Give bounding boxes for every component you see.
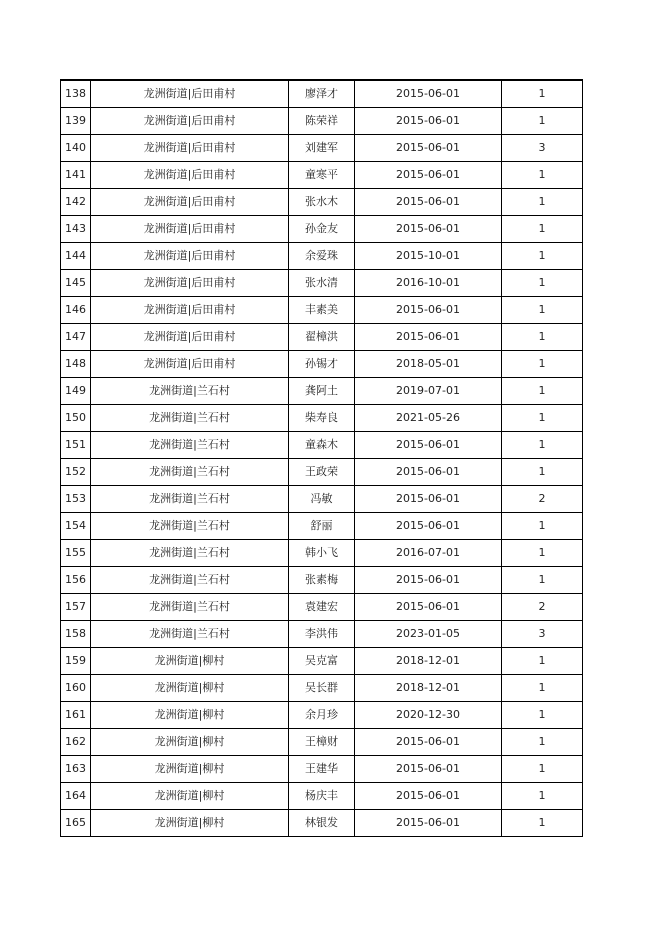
- address-cell: 龙洲街道|兰石村: [91, 621, 289, 647]
- date-cell: 2015-10-01: [355, 243, 502, 269]
- name-cell: 余月珍: [289, 702, 355, 728]
- address-cell: 龙洲街道|柳村: [91, 810, 289, 836]
- table-row: [61, 756, 583, 783]
- date-cell: 2018-12-01: [355, 675, 502, 701]
- name-cell: 林银发: [289, 810, 355, 836]
- date-cell: 2016-10-01: [355, 270, 502, 296]
- count-cell: 1: [502, 270, 583, 296]
- count-cell: 1: [502, 324, 583, 350]
- table-row: [61, 567, 583, 594]
- row-number-cell: 154: [61, 513, 91, 539]
- table-row: [61, 216, 583, 243]
- address-cell: 龙洲街道|柳村: [91, 702, 289, 728]
- name-cell: 陈荣祥: [289, 108, 355, 134]
- count-cell: 1: [502, 729, 583, 755]
- address-cell: 龙洲街道|兰石村: [91, 405, 289, 431]
- row-number-cell: 147: [61, 324, 91, 350]
- count-cell: 2: [502, 594, 583, 620]
- name-cell: 廖泽才: [289, 81, 355, 107]
- date-cell: 2015-06-01: [355, 567, 502, 593]
- table-row: [61, 243, 583, 270]
- row-number-cell: 140: [61, 135, 91, 161]
- table-row: [61, 270, 583, 297]
- address-cell: 龙洲街道|兰石村: [91, 594, 289, 620]
- count-cell: 1: [502, 351, 583, 377]
- count-cell: 1: [502, 189, 583, 215]
- count-cell: 1: [502, 378, 583, 404]
- row-number-cell: 139: [61, 108, 91, 134]
- date-cell: 2015-06-01: [355, 513, 502, 539]
- address-cell: 龙洲街道|后田甫村: [91, 162, 289, 188]
- date-cell: 2015-06-01: [355, 162, 502, 188]
- count-cell: 1: [502, 405, 583, 431]
- table-row: [61, 81, 583, 108]
- table-row: [61, 729, 583, 756]
- table-row: [61, 459, 583, 486]
- row-number-cell: 158: [61, 621, 91, 647]
- row-number-cell: 145: [61, 270, 91, 296]
- name-cell: 王政荣: [289, 459, 355, 485]
- name-cell: 杨庆丰: [289, 783, 355, 809]
- name-cell: 翟樟洪: [289, 324, 355, 350]
- name-cell: 童寒平: [289, 162, 355, 188]
- row-number-cell: 165: [61, 810, 91, 836]
- date-cell: 2015-06-01: [355, 108, 502, 134]
- row-number-cell: 156: [61, 567, 91, 593]
- data-table: [60, 79, 583, 837]
- date-cell: 2020-12-30: [355, 702, 502, 728]
- address-cell: 龙洲街道|柳村: [91, 756, 289, 782]
- address-cell: 龙洲街道|柳村: [91, 648, 289, 674]
- table-row: [61, 783, 583, 810]
- count-cell: 3: [502, 621, 583, 647]
- name-cell: 韩小飞: [289, 540, 355, 566]
- count-cell: 1: [502, 513, 583, 539]
- row-number-cell: 160: [61, 675, 91, 701]
- address-cell: 龙洲街道|兰石村: [91, 432, 289, 458]
- table-row: [61, 621, 583, 648]
- count-cell: 1: [502, 81, 583, 107]
- count-cell: 3: [502, 135, 583, 161]
- address-cell: 龙洲街道|柳村: [91, 729, 289, 755]
- count-cell: 1: [502, 243, 583, 269]
- row-number-cell: 148: [61, 351, 91, 377]
- row-number-cell: 142: [61, 189, 91, 215]
- row-number-cell: 159: [61, 648, 91, 674]
- table-row: [61, 540, 583, 567]
- table-row: [61, 513, 583, 540]
- date-cell: 2015-06-01: [355, 324, 502, 350]
- date-cell: 2015-06-01: [355, 783, 502, 809]
- date-cell: 2015-06-01: [355, 432, 502, 458]
- date-cell: 2018-12-01: [355, 648, 502, 674]
- table-row: [61, 162, 583, 189]
- row-number-cell: 144: [61, 243, 91, 269]
- count-cell: 1: [502, 297, 583, 323]
- name-cell: 吴克富: [289, 648, 355, 674]
- address-cell: 龙洲街道|兰石村: [91, 378, 289, 404]
- table-row: [61, 351, 583, 378]
- row-number-cell: 157: [61, 594, 91, 620]
- address-cell: 龙洲街道|后田甫村: [91, 270, 289, 296]
- name-cell: 舒丽: [289, 513, 355, 539]
- date-cell: 2015-06-01: [355, 297, 502, 323]
- date-cell: 2015-06-01: [355, 189, 502, 215]
- address-cell: 龙洲街道|柳村: [91, 675, 289, 701]
- address-cell: 龙洲街道|柳村: [91, 783, 289, 809]
- address-cell: 龙洲街道|后田甫村: [91, 351, 289, 377]
- name-cell: 袁建宏: [289, 594, 355, 620]
- date-cell: 2019-07-01: [355, 378, 502, 404]
- table-row: [61, 135, 583, 162]
- table-row: [61, 405, 583, 432]
- row-number-cell: 151: [61, 432, 91, 458]
- row-number-cell: 155: [61, 540, 91, 566]
- address-cell: 龙洲街道|后田甫村: [91, 216, 289, 242]
- count-cell: 1: [502, 540, 583, 566]
- name-cell: 刘建军: [289, 135, 355, 161]
- address-cell: 龙洲街道|兰石村: [91, 513, 289, 539]
- name-cell: 张素梅: [289, 567, 355, 593]
- count-cell: 1: [502, 216, 583, 242]
- count-cell: 2: [502, 486, 583, 512]
- table-row: [61, 675, 583, 702]
- date-cell: 2016-07-01: [355, 540, 502, 566]
- row-number-cell: 143: [61, 216, 91, 242]
- count-cell: 1: [502, 567, 583, 593]
- date-cell: 2021-05-26: [355, 405, 502, 431]
- count-cell: 1: [502, 783, 583, 809]
- count-cell: 1: [502, 162, 583, 188]
- row-number-cell: 150: [61, 405, 91, 431]
- row-number-cell: 162: [61, 729, 91, 755]
- table-row: [61, 324, 583, 351]
- row-number-cell: 153: [61, 486, 91, 512]
- count-cell: 1: [502, 702, 583, 728]
- address-cell: 龙洲街道|后田甫村: [91, 135, 289, 161]
- name-cell: 张水木: [289, 189, 355, 215]
- row-number-cell: 152: [61, 459, 91, 485]
- table-row: [61, 378, 583, 405]
- date-cell: 2015-06-01: [355, 810, 502, 836]
- name-cell: 余爱珠: [289, 243, 355, 269]
- name-cell: 丰素美: [289, 297, 355, 323]
- table-row: [61, 810, 583, 837]
- name-cell: 吴长群: [289, 675, 355, 701]
- address-cell: 龙洲街道|兰石村: [91, 540, 289, 566]
- table-row: [61, 648, 583, 675]
- name-cell: 李洪伟: [289, 621, 355, 647]
- table-row: [61, 594, 583, 621]
- table-row: [61, 432, 583, 459]
- name-cell: 孙金友: [289, 216, 355, 242]
- name-cell: 冯敏: [289, 486, 355, 512]
- date-cell: 2015-06-01: [355, 216, 502, 242]
- table-row: [61, 108, 583, 135]
- date-cell: 2015-06-01: [355, 756, 502, 782]
- date-cell: 2015-06-01: [355, 486, 502, 512]
- row-number-cell: 163: [61, 756, 91, 782]
- row-number-cell: 138: [61, 81, 91, 107]
- table-row: [61, 486, 583, 513]
- name-cell: 王建华: [289, 756, 355, 782]
- row-number-cell: 161: [61, 702, 91, 728]
- address-cell: 龙洲街道|后田甫村: [91, 108, 289, 134]
- table-row: [61, 189, 583, 216]
- count-cell: 1: [502, 756, 583, 782]
- address-cell: 龙洲街道|后田甫村: [91, 243, 289, 269]
- date-cell: 2015-06-01: [355, 81, 502, 107]
- date-cell: 2015-06-01: [355, 594, 502, 620]
- count-cell: 1: [502, 432, 583, 458]
- date-cell: 2023-01-05: [355, 621, 502, 647]
- count-cell: 1: [502, 108, 583, 134]
- row-number-cell: 141: [61, 162, 91, 188]
- date-cell: 2015-06-01: [355, 135, 502, 161]
- address-cell: 龙洲街道|后田甫村: [91, 297, 289, 323]
- name-cell: 孙锡才: [289, 351, 355, 377]
- date-cell: 2015-06-01: [355, 459, 502, 485]
- count-cell: 1: [502, 675, 583, 701]
- row-number-cell: 146: [61, 297, 91, 323]
- table-row: [61, 297, 583, 324]
- row-number-cell: 149: [61, 378, 91, 404]
- address-cell: 龙洲街道|兰石村: [91, 567, 289, 593]
- address-cell: 龙洲街道|兰石村: [91, 459, 289, 485]
- name-cell: 龚阿土: [289, 378, 355, 404]
- address-cell: 龙洲街道|后田甫村: [91, 81, 289, 107]
- date-cell: 2018-05-01: [355, 351, 502, 377]
- name-cell: 张水清: [289, 270, 355, 296]
- count-cell: 1: [502, 810, 583, 836]
- address-cell: 龙洲街道|后田甫村: [91, 324, 289, 350]
- name-cell: 童森木: [289, 432, 355, 458]
- name-cell: 王樟财: [289, 729, 355, 755]
- row-number-cell: 164: [61, 783, 91, 809]
- name-cell: 柴寿良: [289, 405, 355, 431]
- address-cell: 龙洲街道|兰石村: [91, 486, 289, 512]
- address-cell: 龙洲街道|后田甫村: [91, 189, 289, 215]
- count-cell: 1: [502, 459, 583, 485]
- date-cell: 2015-06-01: [355, 729, 502, 755]
- table-row: [61, 702, 583, 729]
- count-cell: 1: [502, 648, 583, 674]
